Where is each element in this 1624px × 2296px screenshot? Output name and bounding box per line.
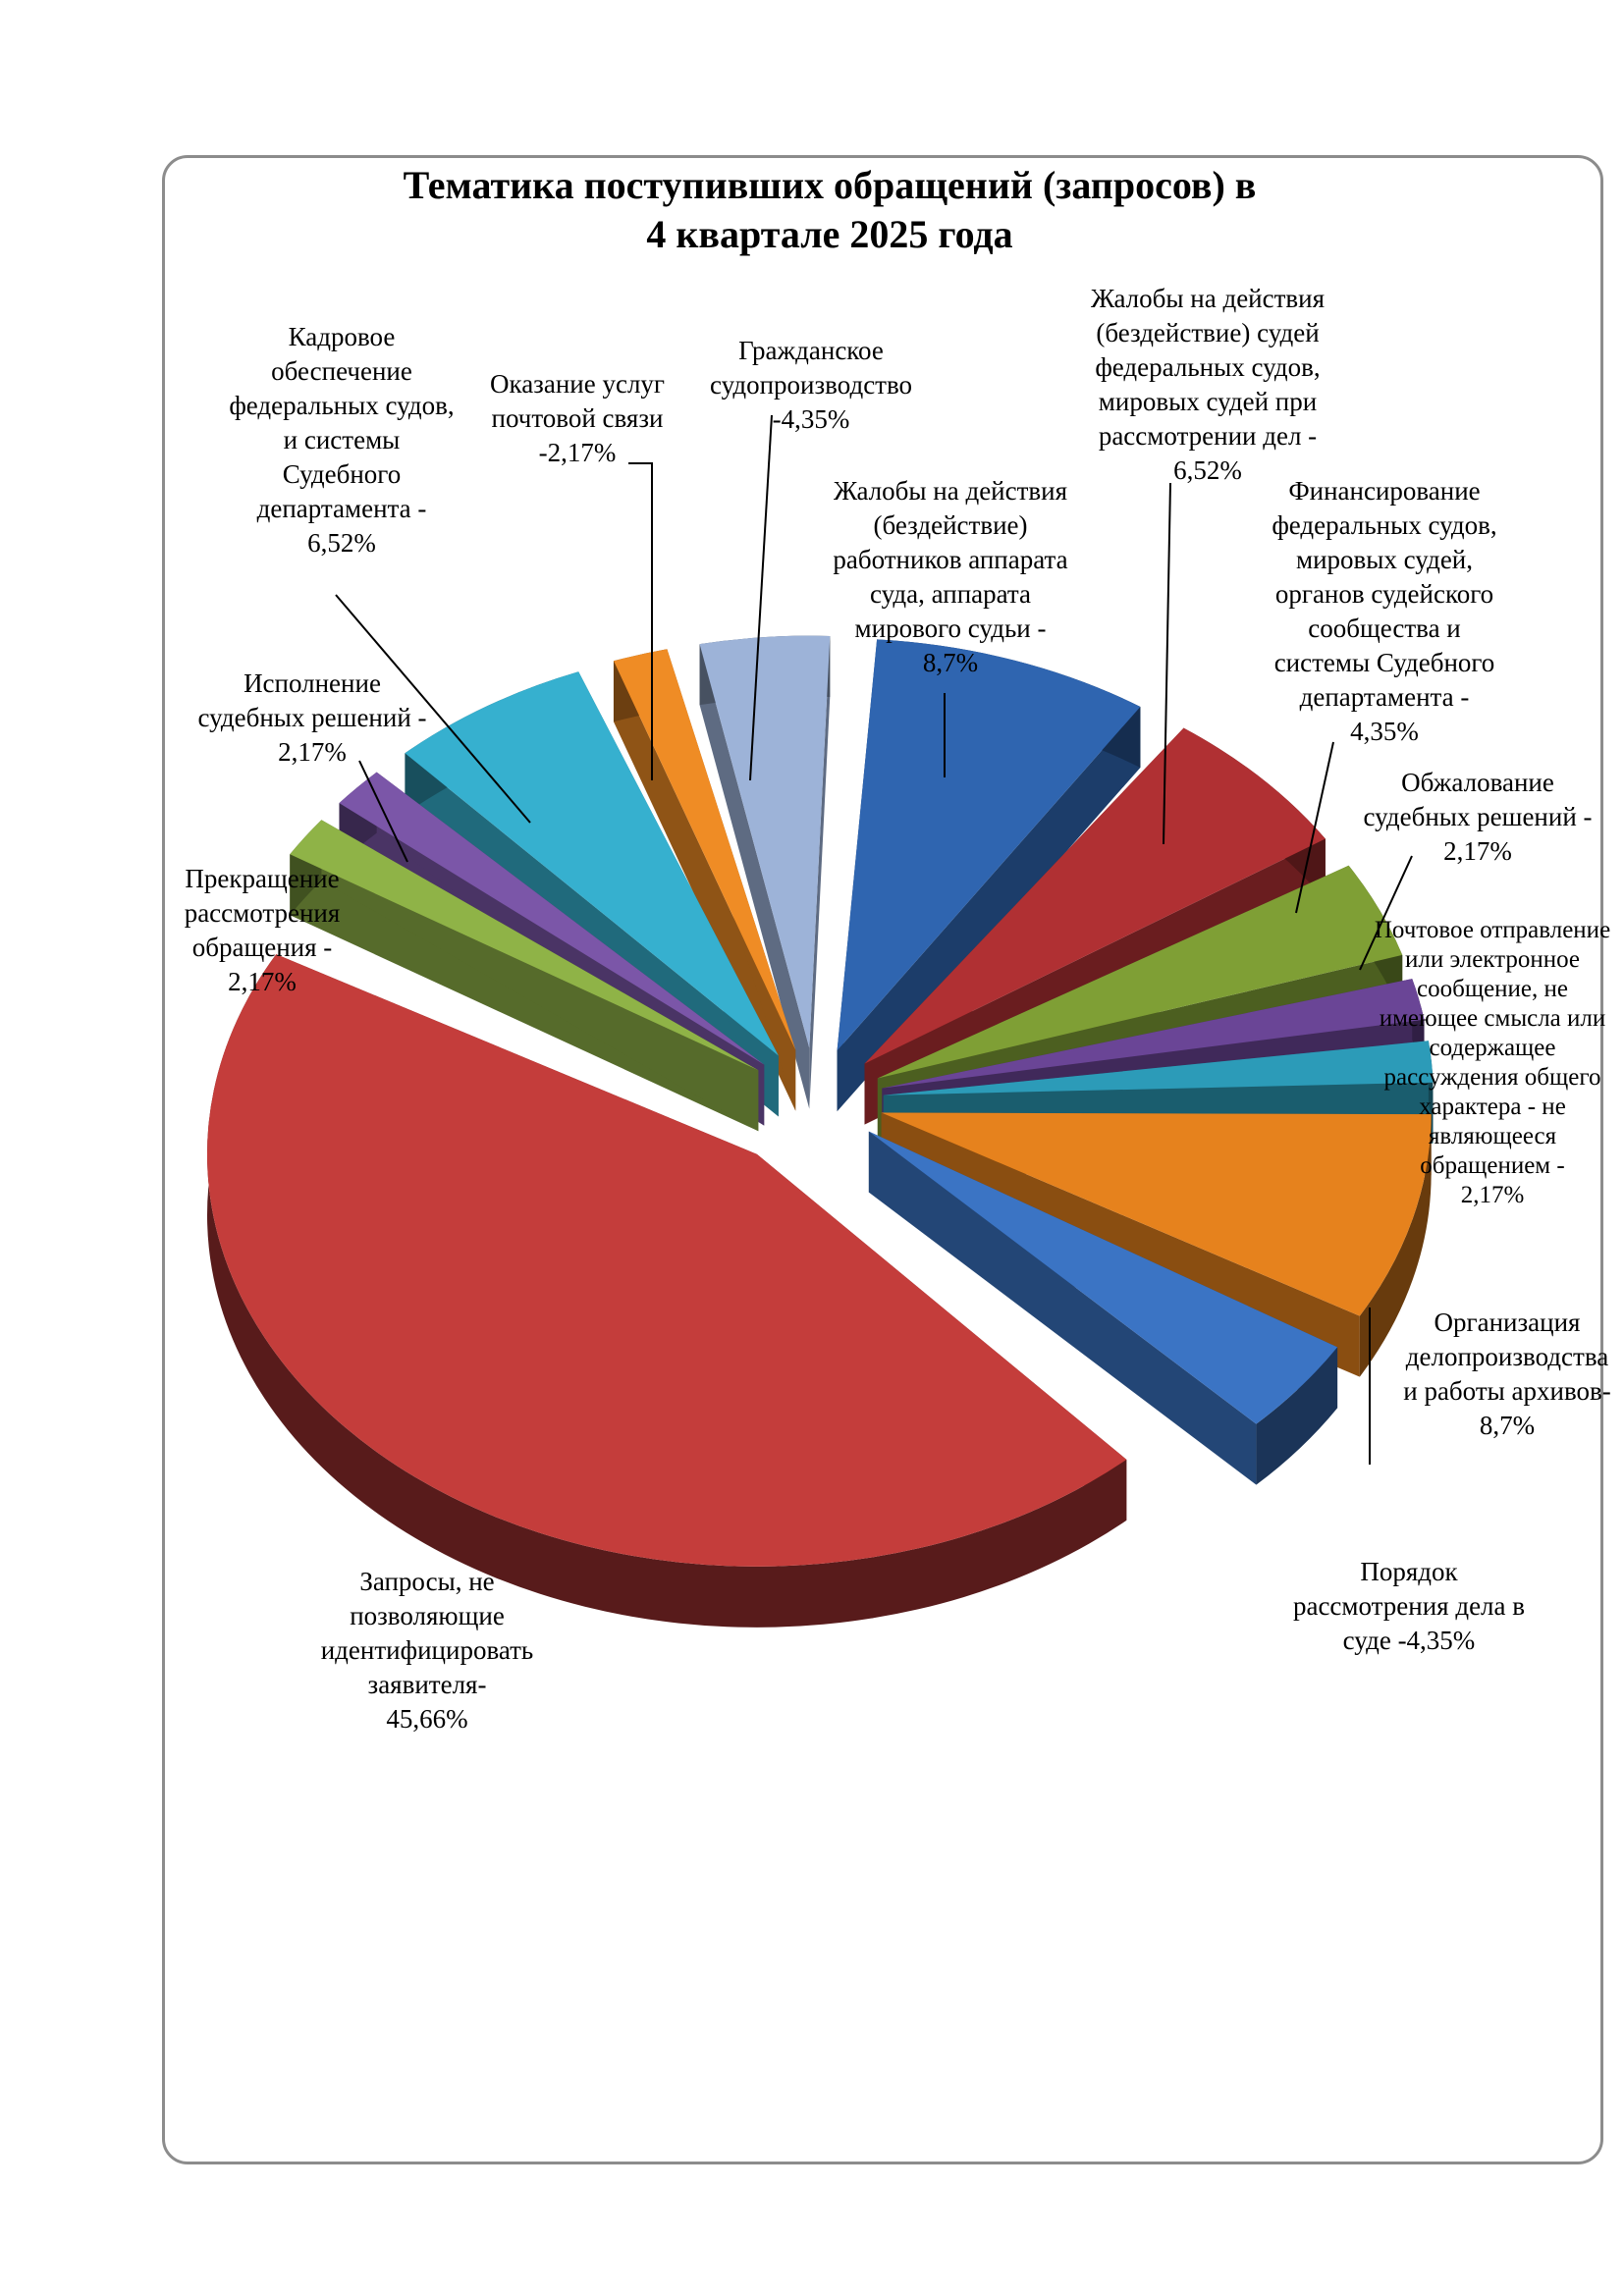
slice-label-line: и системы [283, 425, 401, 454]
slice-label-line: 8,7% [922, 648, 979, 677]
slice-label-line: (бездействие) [873, 510, 1028, 540]
slice-label-line: заявителя- [367, 1670, 487, 1699]
slice-label-line: 2,17% [278, 737, 347, 767]
slice-label-line: работников аппарата [833, 545, 1068, 574]
slice-label-line: Оказание услуг [489, 369, 666, 399]
slice-label-line: федеральных судов, [1272, 510, 1497, 540]
slice-label-line: имеющее смысла или [1379, 1005, 1606, 1032]
slice-label [490, 369, 665, 467]
slice-label-line: -2,17% [538, 438, 617, 467]
slice-label-line: суда, аппарата [869, 579, 1032, 609]
slice-label-line: 4,35% [1350, 717, 1419, 746]
chart-title-line-1: Тематика поступивших обращений (запросов) в [403, 163, 1257, 207]
slice-label-line: федеральных судов, [229, 391, 455, 420]
slice-label-line: Порядок [1360, 1557, 1458, 1586]
slice-label-line: 2,17% [228, 967, 297, 996]
slice-label-line: 2,17% [1443, 836, 1512, 866]
slice-label-line: суде -4,35% [1342, 1626, 1476, 1655]
slice-label-line: Жалобы на действия [1090, 284, 1326, 313]
slice-label-line: сообщества и [1308, 614, 1461, 643]
slice-label [710, 336, 912, 434]
slice-label-line: 6,52% [1173, 455, 1242, 485]
slice-label-line: Прекращение [185, 864, 340, 893]
slice-label-line: Почтовое отправление [1374, 917, 1611, 943]
slice-label-line: судебных решений - [1363, 802, 1593, 831]
slice-label-line: характера - не [1419, 1094, 1566, 1120]
slice-label-line: содержащее [1429, 1035, 1556, 1061]
slice-label-line: судебных решений - [197, 703, 427, 732]
slice-label [1091, 284, 1325, 485]
slice-label-line: Кадровое [288, 322, 396, 351]
slice-label-line: рассмотрения дела в [1292, 1591, 1526, 1621]
slice-label-line: рассмотрения [184, 898, 341, 928]
slice-label-line: мировых судей, [1295, 545, 1474, 574]
slice-label [833, 476, 1067, 677]
slice-label-line: и работы архивов- [1403, 1376, 1611, 1406]
slice-label-line: позволяющие [350, 1601, 505, 1630]
slice-label-line: 6,52% [307, 528, 376, 558]
slice-label-line: Гражданское [738, 336, 884, 365]
slice-label-line: 45,66% [386, 1704, 468, 1734]
slice-label-line: обращением - [1420, 1152, 1565, 1179]
slice-label-line: Исполнение [244, 668, 381, 698]
slice-label-line: органов судейского [1274, 579, 1494, 609]
slice-label-line: идентифицировать [320, 1635, 534, 1665]
slice-label-line: (бездействие) судей [1096, 318, 1320, 347]
slice-label [1363, 768, 1592, 866]
slice-label-line: почтовой связи [491, 403, 664, 433]
slice-label-line: департамента - [256, 494, 427, 523]
slice-label-line: -4,35% [772, 404, 850, 434]
slice-label-line: Жалобы на действия [833, 476, 1068, 506]
slice-label-line: Организация [1434, 1308, 1581, 1337]
slice-label-line: 2,17% [1460, 1182, 1525, 1208]
chart-title [404, 163, 1257, 256]
slice-label [197, 668, 426, 767]
slice-label-line: обеспечение [271, 356, 412, 386]
pie-slices [207, 636, 1434, 1628]
slice-label-line: являющееся [1428, 1123, 1557, 1149]
slice-label-line: Запросы, не [359, 1567, 495, 1596]
slice-label [321, 1567, 534, 1734]
slice-label-line: системы Судебного [1273, 648, 1495, 677]
slice-label-line: мировых судей при [1098, 387, 1318, 416]
chart-title-line-2: 4 квартале 2025 года [646, 212, 1013, 256]
slice-label-line: судопроизводство [709, 370, 913, 400]
slice-label [229, 322, 454, 558]
slice-label [1293, 1557, 1525, 1655]
slice-label-line: Финансирование [1288, 476, 1481, 506]
slice-label-line: рассуждения общего [1383, 1064, 1601, 1091]
slice-label-line: рассмотрении дел - [1098, 421, 1318, 451]
slice-label [1403, 1308, 1611, 1440]
slice-label-line: делопроизводства [1405, 1342, 1609, 1371]
slice-label-line: 8,7% [1479, 1411, 1536, 1440]
slice-label-line: обращения - [191, 933, 333, 962]
slice-label-line: или электронное [1404, 946, 1581, 973]
slice-label-line: федеральных судов, [1095, 352, 1321, 382]
slice-label-line: сообщение, не [1417, 976, 1568, 1002]
slice-label [1272, 476, 1496, 746]
slice-label-line: департамента - [1299, 682, 1470, 712]
slice-label-line: Судебного [282, 459, 402, 489]
slice-label-line: мирового судьи - [854, 614, 1047, 643]
slice-label-line: Обжалование [1401, 768, 1554, 797]
